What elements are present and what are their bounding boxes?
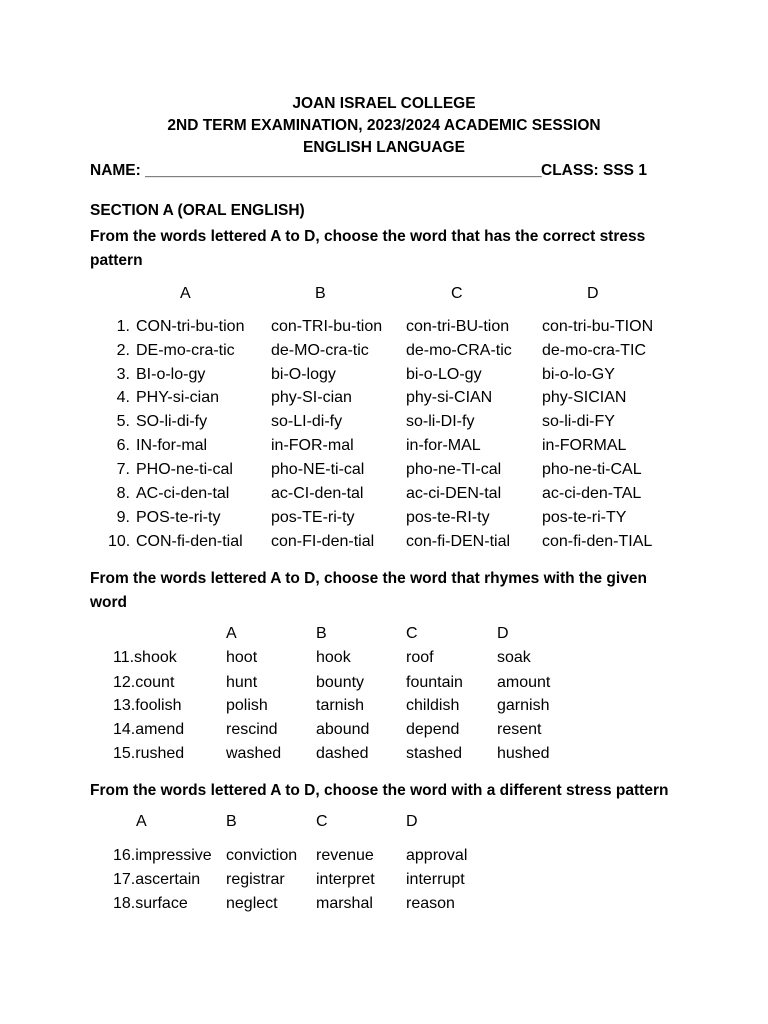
table-row bbox=[0, 485, 768, 509]
option-c: roof bbox=[406, 649, 434, 666]
option-c: ac-ci-DEN-tal bbox=[406, 485, 502, 502]
option-a: 16.impressive bbox=[113, 847, 212, 864]
option-c: pho-ne-TI-cal bbox=[406, 461, 502, 478]
option-a: CON-tri-bu-tion bbox=[136, 318, 245, 335]
part3-header-d: D bbox=[406, 813, 418, 830]
option-b: pho-NE-ti-cal bbox=[271, 461, 365, 478]
question-number: 3. bbox=[116, 366, 130, 383]
option-a: PHY-si-cian bbox=[136, 389, 219, 406]
question-number: 6. bbox=[116, 437, 130, 454]
option-c: childish bbox=[406, 697, 460, 714]
option-b: so-LI-di-fy bbox=[271, 413, 343, 430]
option-d: interrupt bbox=[406, 871, 465, 888]
part2-instruction-line2: word bbox=[90, 594, 128, 611]
table-row bbox=[0, 437, 768, 461]
table-row bbox=[0, 847, 768, 871]
option-a: IN-for-mal bbox=[136, 437, 208, 454]
given-word: 15.rushed bbox=[113, 745, 185, 762]
table-row bbox=[0, 674, 768, 698]
option-d: hushed bbox=[497, 745, 550, 762]
option-d: ac-ci-den-TAL bbox=[542, 485, 642, 502]
option-d: amount bbox=[497, 674, 551, 691]
option-b: de-MO-cra-tic bbox=[271, 342, 369, 359]
class-label: CLASS: SSS 1 bbox=[541, 162, 647, 179]
option-b: con-FI-den-tial bbox=[271, 533, 375, 550]
part1-header-c: C bbox=[451, 285, 463, 302]
table-row bbox=[0, 461, 768, 485]
option-d: pos-te-ri-TY bbox=[542, 509, 627, 526]
given-word: 13.foolish bbox=[113, 697, 182, 714]
option-d: reason bbox=[406, 895, 455, 912]
table-row bbox=[0, 745, 768, 769]
table-row bbox=[0, 721, 768, 745]
option-d: con-fi-den-TIAL bbox=[542, 533, 653, 550]
option-c: bi-o-LO-gy bbox=[406, 366, 482, 383]
option-a: polish bbox=[226, 697, 268, 714]
option-d: garnish bbox=[497, 697, 550, 714]
table-row bbox=[0, 342, 768, 366]
question-number: 4. bbox=[116, 389, 130, 406]
school-name: JOAN ISRAEL COLLEGE bbox=[292, 95, 476, 112]
table-row bbox=[0, 318, 768, 342]
question-number: 7. bbox=[116, 461, 130, 478]
option-b: ac-CI-den-tal bbox=[271, 485, 364, 502]
question-number: 8. bbox=[116, 485, 130, 502]
part2-header-c: C bbox=[406, 625, 418, 642]
option-c: interpret bbox=[316, 871, 375, 888]
table-row bbox=[0, 509, 768, 533]
table-row bbox=[0, 895, 768, 919]
given-word: 14.amend bbox=[113, 721, 185, 738]
option-c: fountain bbox=[406, 674, 463, 691]
given-word: 11.shook bbox=[113, 649, 177, 666]
option-d: so-li-di-FY bbox=[542, 413, 615, 430]
option-b: in-FOR-mal bbox=[271, 437, 354, 454]
part2-header-a: A bbox=[226, 625, 237, 642]
option-c: con-fi-DEN-tial bbox=[406, 533, 511, 550]
option-a: POS-te-ri-ty bbox=[136, 509, 221, 526]
part2-header-b: B bbox=[316, 625, 327, 642]
part1-header-b: B bbox=[315, 285, 326, 302]
option-c: con-tri-BU-tion bbox=[406, 318, 510, 335]
option-a: DE-mo-cra-tic bbox=[136, 342, 235, 359]
given-word: 12.count bbox=[113, 674, 175, 691]
option-b: hook bbox=[316, 649, 351, 666]
question-number: 5. bbox=[116, 413, 130, 430]
option-b: bounty bbox=[316, 674, 365, 691]
part3-header-c: C bbox=[316, 813, 328, 830]
option-c: so-li-DI-fy bbox=[406, 413, 475, 430]
part2-instruction-line1: From the words lettered A to D, choose the word that rhymes with the given bbox=[90, 570, 647, 587]
option-c: pos-te-RI-ty bbox=[406, 509, 490, 526]
option-b: registrar bbox=[226, 871, 285, 888]
option-c: in-for-MAL bbox=[406, 437, 481, 454]
part1-instruction-line2: pattern bbox=[90, 252, 143, 269]
table-row bbox=[0, 871, 768, 895]
section-title: SECTION A (ORAL ENGLISH) bbox=[90, 202, 305, 219]
option-d: pho-ne-ti-CAL bbox=[542, 461, 642, 478]
part2-header-d: D bbox=[497, 625, 509, 642]
question-number: 2. bbox=[116, 342, 130, 359]
option-b: pos-TE-ri-ty bbox=[271, 509, 355, 526]
option-d: soak bbox=[497, 649, 531, 666]
question-number: 1. bbox=[116, 318, 130, 335]
option-c: depend bbox=[406, 721, 460, 738]
part3-instruction: From the words lettered A to D, choose the word with a different stress pattern bbox=[90, 782, 669, 799]
table-row bbox=[0, 697, 768, 721]
option-d: phy-SICIAN bbox=[542, 389, 627, 406]
part1-instruction bbox=[90, 225, 690, 273]
name-field-label: NAME: ______________________________________________ bbox=[90, 162, 542, 179]
option-b: tarnish bbox=[316, 697, 365, 714]
option-b: dashed bbox=[316, 745, 369, 762]
part1-header-a: A bbox=[180, 285, 191, 302]
option-d: con-tri-bu-TION bbox=[542, 318, 654, 335]
option-c: phy-si-CIAN bbox=[406, 389, 493, 406]
option-a: CON-fi-den-tial bbox=[136, 533, 243, 550]
subject-title: ENGLISH LANGUAGE bbox=[303, 139, 465, 156]
part1-header-d: D bbox=[587, 285, 599, 302]
part3-header-b: B bbox=[226, 813, 237, 830]
option-c: revenue bbox=[316, 847, 374, 864]
option-b: neglect bbox=[226, 895, 278, 912]
option-a: BI-o-lo-gy bbox=[136, 366, 206, 383]
option-a: hunt bbox=[226, 674, 258, 691]
part1-instruction-line1: From the words lettered A to D, choose the word that has the correct stress bbox=[90, 228, 646, 245]
option-a: 17.ascertain bbox=[113, 871, 201, 888]
option-b: abound bbox=[316, 721, 370, 738]
table-row bbox=[0, 649, 768, 673]
option-c: marshal bbox=[316, 895, 373, 912]
part3-header-a: A bbox=[136, 813, 147, 830]
option-b: con-TRI-bu-tion bbox=[271, 318, 383, 335]
option-d: resent bbox=[497, 721, 542, 738]
option-a: 18.surface bbox=[113, 895, 188, 912]
table-row bbox=[0, 366, 768, 390]
option-d: bi-o-lo-GY bbox=[542, 366, 615, 383]
option-a: AC-ci-den-tal bbox=[136, 485, 230, 502]
option-b: phy-SI-cian bbox=[271, 389, 352, 406]
option-a: hoot bbox=[226, 649, 258, 666]
option-c: stashed bbox=[406, 745, 463, 762]
question-number: 9. bbox=[116, 509, 130, 526]
option-a: rescind bbox=[226, 721, 278, 738]
option-a: washed bbox=[226, 745, 282, 762]
question-number: 10. bbox=[108, 533, 131, 550]
part2-instruction bbox=[90, 567, 690, 615]
option-d: in-FORMAL bbox=[542, 437, 627, 454]
option-c: de-mo-CRA-tic bbox=[406, 342, 512, 359]
option-d: de-mo-cra-TIC bbox=[542, 342, 647, 359]
table-row bbox=[0, 389, 768, 413]
option-b: conviction bbox=[226, 847, 298, 864]
option-a: SO-li-di-fy bbox=[136, 413, 208, 430]
table-row bbox=[0, 533, 768, 557]
option-a: PHO-ne-ti-cal bbox=[136, 461, 233, 478]
table-row bbox=[0, 413, 768, 437]
exam-title: 2ND TERM EXAMINATION, 2023/2024 ACADEMIC SESSION bbox=[167, 117, 601, 134]
option-d: approval bbox=[406, 847, 468, 864]
option-b: bi-O-logy bbox=[271, 366, 336, 383]
